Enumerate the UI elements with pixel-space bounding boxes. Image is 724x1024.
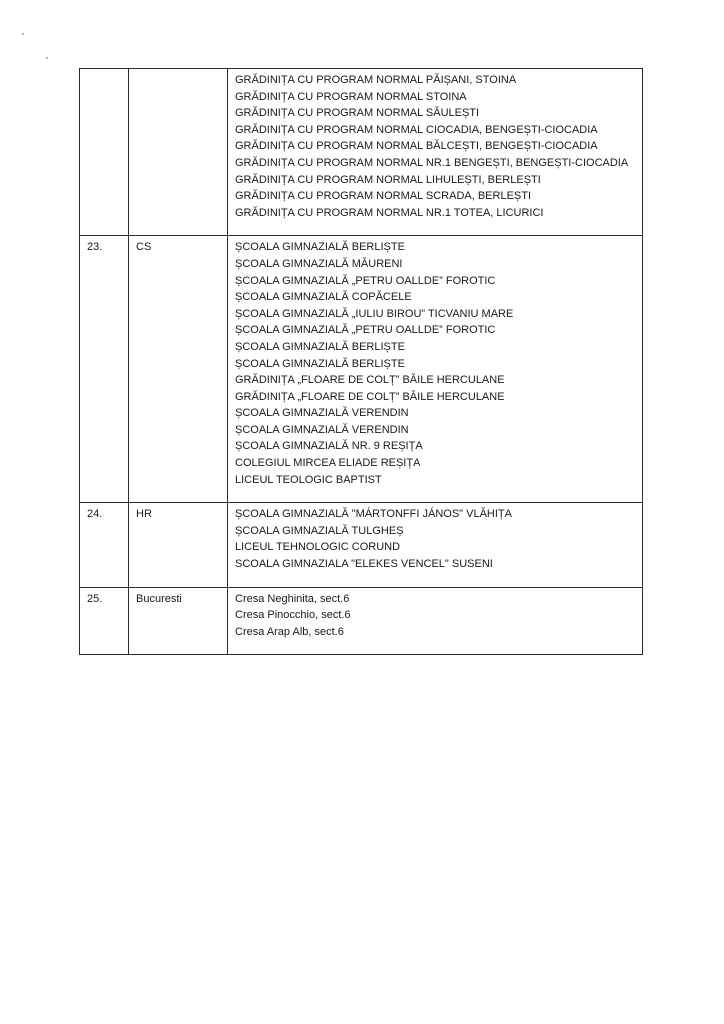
unit-name: GRĂDINIȚA „FLOARE DE COLȚ” BĂILE HERCULANE: [235, 390, 505, 403]
units-cell: [228, 587, 643, 655]
row-number-cell: 25.: [80, 587, 129, 655]
unit-name: Cresa Neghinita, sect.6: [235, 592, 350, 605]
unit-name: GRĂDINIȚA CU PROGRAM NORMAL NR.1 TOTEA, LICURICI: [235, 206, 544, 219]
unit-name: ȘCOALA GIMNAZIALĂ VERENDIN: [235, 407, 409, 420]
unit-name: GRĂDINIȚA CU PROGRAM NORMAL SĂULEȘTI: [235, 107, 480, 120]
row-number-cell: 24.: [80, 503, 129, 587]
unit-name: ȘCOALA GIMNAZIALĂ "MÁRTONFFI JÁNOS" VLĂHIȚA: [235, 508, 512, 521]
unit-name: ȘCOALA GIMNAZIALĂ COPĂCELE: [235, 291, 412, 304]
unit-name: GRĂDINIȚA CU PROGRAM NORMAL BĂLCEȘTI, BENGEȘTI-CIOCADIA: [235, 140, 598, 153]
unit-name: GRĂDINIȚA CU PROGRAM NORMAL NR.1 BENGEȘTI, BENGEȘTI-CIOCADIA: [235, 156, 629, 169]
units-cell: [228, 236, 643, 503]
unit-name: ȘCOALA GIMNAZIALĂ VERENDIN: [235, 423, 409, 436]
unit-name: ȘCOALA GIMNAZIALĂ BERLIȘTE: [235, 340, 405, 353]
unit-name: ȘCOALA GIMNAZIALĂ MĂURENI: [235, 257, 403, 270]
county-cell: [129, 69, 228, 236]
unit-name: ȘCOALA GIMNAZIALĂ BERLIȘTE: [235, 241, 405, 254]
units-cell: [228, 69, 643, 236]
unit-name: ȘCOALA GIMNAZIALĂ BERLIȘTE: [235, 357, 405, 370]
table-body: [80, 69, 643, 655]
unit-name: GRĂDINIȚA CU PROGRAM NORMAL STOINA: [235, 90, 467, 103]
table-row: [80, 503, 643, 587]
unit-name: ȘCOALA GIMNAZIALĂ „PETRU OALLDE” FOROTIC: [235, 324, 496, 337]
unit-name: ȘCOALA GIMNAZIALĂ „IULIU BIROU” TICVANIU MARE: [235, 307, 514, 320]
schools-table: [79, 68, 643, 655]
row-number-cell: [80, 69, 129, 236]
unit-name: ȘCOALA GIMNAZIALĂ TULGHEȘ: [235, 524, 404, 537]
county-cell: CS: [129, 236, 228, 503]
unit-name: GRĂDINIȚA CU PROGRAM NORMAL LIHULEȘTI, BERLEȘTI: [235, 173, 541, 186]
table-row: [80, 587, 643, 655]
unit-name: GRĂDINIȚA CU PROGRAM NORMAL CIOCADIA, BENGEȘTI-CIOCADIA: [235, 123, 598, 136]
unit-name: LICEUL TEHNOLOGIC CORUND: [235, 541, 401, 554]
unit-name: GRĂDINIȚA „FLOARE DE COLȚ” BĂILE HERCULANE: [235, 374, 505, 387]
row-number-cell: 23.: [80, 236, 129, 503]
unit-name: SCOALA GIMNAZIALA "ELEKES VENCEL" SUSENI: [235, 558, 493, 571]
table-row: [80, 236, 643, 503]
county-cell: HR: [129, 503, 228, 587]
table-row: [80, 69, 643, 236]
units-cell: [228, 503, 643, 587]
scan-speck: [22, 33, 24, 35]
scan-speck: [46, 57, 48, 59]
unit-name: LICEUL TEOLOGIC BAPTIST: [235, 473, 382, 486]
unit-name: Cresa Arap Alb, sect.6: [235, 625, 344, 638]
unit-name: GRĂDINIȚA CU PROGRAM NORMAL PĂIȘANI, STOINA: [235, 74, 517, 86]
unit-name: GRĂDINIȚA CU PROGRAM NORMAL SCRADA, BERLEȘTI: [235, 190, 532, 203]
unit-name: Cresa Pinocchio, sect.6: [235, 609, 351, 622]
unit-name: ȘCOALA GIMNAZIALĂ NR. 9 REȘIȚA: [235, 440, 423, 453]
unit-name: COLEGIUL MIRCEA ELIADE REȘIȚA: [235, 457, 421, 470]
county-cell: Bucuresti: [129, 587, 228, 655]
unit-name: ȘCOALA GIMNAZIALĂ „PETRU OALLDE” FOROTIC: [235, 274, 496, 287]
